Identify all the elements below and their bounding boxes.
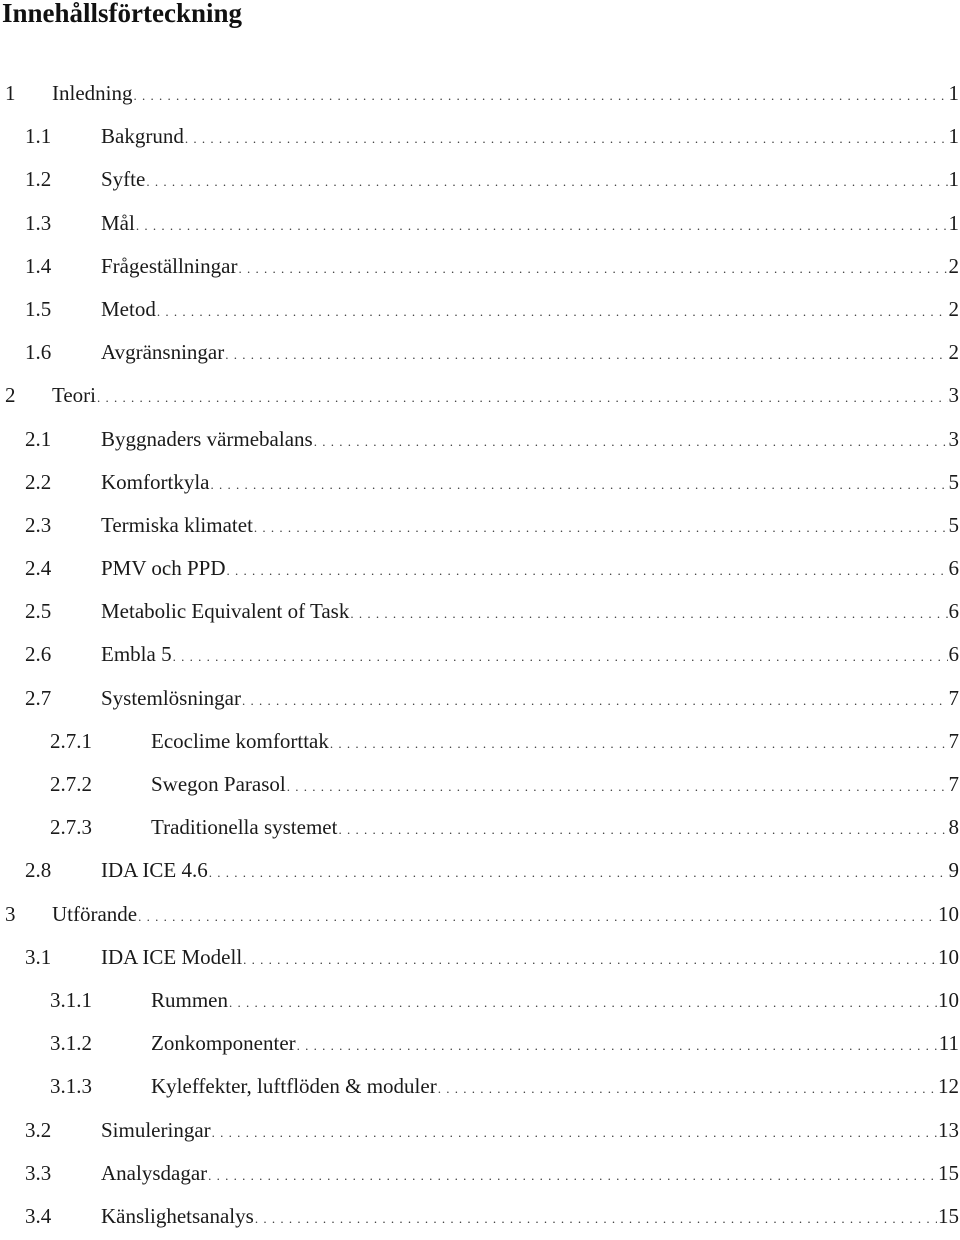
toc-entry-line	[52, 72, 960, 117]
toc-entry-line	[151, 1022, 960, 1067]
toc-entry-line	[101, 1195, 960, 1240]
toc-entry-title[interactable]: Zonkomponenter	[151, 1022, 296, 1065]
toc-entry-page-number[interactable]: 1	[949, 202, 960, 245]
toc-entry-title[interactable]: PMV och PPD	[101, 547, 225, 590]
toc-entry-line	[101, 331, 960, 376]
toc-entry[interactable]	[0, 720, 960, 763]
toc-entry[interactable]	[0, 202, 960, 245]
dot-leader	[185, 117, 948, 160]
dot-leader	[208, 1154, 937, 1197]
toc-entry-title[interactable]: Bakgrund	[101, 115, 184, 158]
toc-entry-page-number[interactable]: 1	[949, 72, 960, 115]
dot-leader	[330, 722, 948, 765]
toc-entry-title[interactable]: Simuleringar	[101, 1109, 211, 1152]
toc-entry-page-number[interactable]: 3	[949, 374, 960, 417]
toc-entry-number: 1.3	[25, 202, 51, 245]
toc-entry-line	[101, 849, 960, 894]
dot-leader	[138, 895, 937, 938]
dot-leader	[173, 635, 948, 678]
toc-entry-number: 1.4	[25, 245, 51, 288]
toc-entry[interactable]	[0, 1195, 960, 1238]
dot-leader	[225, 333, 947, 376]
toc-entry-line	[101, 245, 960, 290]
toc-entry-page-number[interactable]: 5	[949, 504, 960, 547]
toc-entry-line	[101, 633, 960, 678]
toc-entry-title[interactable]: Rummen	[151, 979, 228, 1022]
toc-entry-title[interactable]: Teori	[52, 374, 96, 417]
toc-entry-line	[151, 806, 960, 851]
toc-entry-line	[101, 288, 960, 333]
toc-entry-title[interactable]: IDA ICE 4.6	[101, 849, 208, 892]
toc-entry[interactable]	[0, 936, 960, 979]
toc-entry[interactable]	[0, 418, 960, 461]
toc-entry[interactable]	[0, 677, 960, 720]
toc-entry[interactable]	[0, 245, 960, 288]
toc-entry-number: 3.3	[25, 1152, 51, 1195]
toc-entry-title[interactable]: Utförande	[52, 893, 137, 936]
toc-entry-page-number[interactable]: 2	[949, 331, 960, 374]
toc-entry-number: 1.5	[25, 288, 51, 331]
toc-entry-number: 2.7.2	[50, 763, 92, 806]
toc-entry-page-number[interactable]: 11	[939, 1022, 960, 1065]
toc-entry-line	[101, 547, 960, 592]
toc-entry[interactable]	[0, 590, 960, 633]
dot-leader	[287, 765, 948, 808]
dot-leader	[314, 420, 948, 463]
toc-entry[interactable]	[0, 374, 960, 417]
dot-leader	[350, 592, 947, 635]
toc-entry-title[interactable]: Traditionella systemet	[151, 806, 337, 849]
toc-entry-line	[101, 115, 960, 160]
dot-leader	[146, 160, 947, 203]
toc-entry-page-number[interactable]: 9	[949, 849, 960, 892]
toc-entry[interactable]	[0, 158, 960, 201]
dot-leader	[242, 679, 948, 722]
toc-entry-page-number[interactable]: 10	[938, 893, 960, 936]
toc-entry-line	[101, 677, 960, 722]
toc-entry-number: 1.6	[25, 331, 51, 374]
toc-entry-line	[101, 936, 960, 981]
toc-entry-page-number[interactable]: 13	[938, 1109, 960, 1152]
toc-entry-page-number[interactable]: 6	[949, 633, 960, 676]
toc-heading: Innehållsförteckning	[2, 0, 242, 30]
toc-entry-number: 3.1.1	[50, 979, 92, 1022]
toc-entry-page-number[interactable]: 10	[938, 936, 960, 979]
toc-entry-number: 3.2	[25, 1109, 51, 1152]
toc-entry-line	[52, 893, 960, 938]
toc-entry[interactable]	[0, 763, 960, 806]
toc-entry-line	[151, 720, 960, 765]
toc-entry[interactable]	[0, 461, 960, 504]
toc-entry-number: 3.1	[25, 936, 51, 979]
toc-entry-number: 2.5	[25, 590, 51, 633]
toc-entry-number: 2.8	[25, 849, 51, 892]
toc-entry-line	[101, 1152, 960, 1197]
toc-entry-line	[151, 1065, 960, 1110]
dot-leader	[438, 1067, 937, 1110]
toc-entry[interactable]	[0, 806, 960, 849]
dot-leader	[157, 290, 948, 333]
toc-entry[interactable]	[0, 72, 960, 115]
toc-entry-title[interactable]: Inledning	[52, 72, 132, 115]
toc-entry-page-number[interactable]: 15	[938, 1195, 960, 1238]
dot-leader	[226, 549, 947, 592]
toc-entry-title[interactable]: Systemlösningar	[101, 677, 241, 720]
toc-entry-title[interactable]: IDA ICE Modell	[101, 936, 242, 979]
toc-entry-title[interactable]: Mål	[101, 202, 135, 245]
dot-leader	[238, 247, 947, 290]
toc-entry[interactable]	[0, 547, 960, 590]
toc-entry-page-number[interactable]: 6	[949, 547, 960, 590]
toc-entry-page-number[interactable]: 2	[949, 288, 960, 331]
toc-entry-line	[101, 590, 960, 635]
dot-leader	[97, 376, 947, 419]
toc-entry-page-number[interactable]: 7	[949, 720, 960, 763]
toc-entry-title[interactable]: Syfte	[101, 158, 145, 201]
toc-entry-number: 3.1.2	[50, 1022, 92, 1065]
toc-entry-number: 3.4	[25, 1195, 51, 1238]
toc-entry-line	[151, 763, 960, 808]
toc-entry-title[interactable]: Termiska klimatet	[101, 504, 253, 547]
toc-entry[interactable]	[0, 288, 960, 331]
toc-entry-title[interactable]: Känslighetsanalys	[101, 1195, 254, 1238]
toc-entry-number: 2.1	[25, 418, 51, 461]
toc-entry-number: 2.6	[25, 633, 51, 676]
dot-leader	[136, 204, 948, 247]
toc-entry[interactable]	[0, 893, 960, 936]
dot-leader	[212, 1111, 937, 1154]
toc-entry-number: 2.7.1	[50, 720, 92, 763]
toc-entry-page-number[interactable]: 1	[949, 158, 960, 201]
toc-entry-number: 1.1	[25, 115, 51, 158]
toc-entry-page-number[interactable]: 5	[949, 461, 960, 504]
toc-entry-title[interactable]: Komfortkyla	[101, 461, 209, 504]
toc-entry[interactable]	[0, 115, 960, 158]
dot-leader	[243, 938, 937, 981]
toc-entry-page-number[interactable]: 15	[938, 1152, 960, 1195]
toc-entry[interactable]	[0, 1109, 960, 1152]
toc-entry-page-number[interactable]: 1	[949, 115, 960, 158]
toc-entry-title[interactable]: Kyleffekter, luftflöden & moduler	[151, 1065, 437, 1108]
toc-entry-page-number[interactable]: 8	[949, 806, 960, 849]
toc-entry[interactable]	[0, 1065, 960, 1108]
toc-entry[interactable]	[0, 979, 960, 1022]
toc-entry-number: 2.3	[25, 504, 51, 547]
toc-entry-line	[101, 158, 960, 203]
toc-entry-page-number[interactable]: 7	[949, 763, 960, 806]
toc-entry-number: 2	[5, 374, 16, 417]
dot-leader	[133, 74, 947, 117]
toc-entry-title[interactable]: Avgränsningar	[101, 331, 224, 374]
table-of-contents	[0, 72, 960, 1238]
toc-entry-number: 2.7.3	[50, 806, 92, 849]
toc-entry-page-number[interactable]: 12	[938, 1065, 960, 1108]
toc-entry-line	[101, 504, 960, 549]
toc-entry-number: 2.2	[25, 461, 51, 504]
toc-entry-title[interactable]: Analysdagar	[101, 1152, 207, 1195]
toc-entry-number: 3.1.3	[50, 1065, 92, 1108]
toc-entry-page-number[interactable]: 6	[949, 590, 960, 633]
toc-entry-line	[101, 202, 960, 247]
toc-entry-number: 1.2	[25, 158, 51, 201]
toc-entry[interactable]	[0, 1022, 960, 1065]
toc-entry-page-number[interactable]: 2	[949, 245, 960, 288]
toc-entry[interactable]	[0, 1152, 960, 1195]
toc-entry-number: 2.4	[25, 547, 51, 590]
toc-entry-title[interactable]: Frågeställningar	[101, 245, 237, 288]
dot-leader	[210, 463, 947, 506]
dot-leader	[209, 851, 948, 894]
toc-entry-title[interactable]: Metod	[101, 288, 156, 331]
toc-entry-title[interactable]: Byggnaders värmebalans	[101, 418, 313, 461]
toc-entry[interactable]	[0, 331, 960, 374]
dot-leader	[229, 981, 937, 1024]
toc-entry[interactable]	[0, 849, 960, 892]
dot-leader	[338, 808, 947, 851]
toc-entry-line	[101, 461, 960, 506]
toc-entry-number: 1	[5, 72, 16, 115]
dot-leader	[254, 506, 948, 549]
dot-leader	[255, 1197, 937, 1240]
toc-entry-page-number[interactable]: 3	[949, 418, 960, 461]
toc-entry-page-number[interactable]: 7	[949, 677, 960, 720]
toc-entry-number: 2.7	[25, 677, 51, 720]
toc-entry[interactable]	[0, 633, 960, 676]
toc-entry-line	[101, 418, 960, 463]
toc-entry-line	[101, 1109, 960, 1154]
dot-leader	[297, 1024, 938, 1067]
toc-entry-title[interactable]: Swegon Parasol	[151, 763, 286, 806]
toc-entry-page-number[interactable]: 10	[938, 979, 960, 1022]
toc-entry-line	[52, 374, 960, 419]
toc-entry-number: 3	[5, 893, 16, 936]
toc-entry-title[interactable]: Metabolic Equivalent of Task	[101, 590, 349, 633]
toc-entry[interactable]	[0, 504, 960, 547]
toc-entry-title[interactable]: Embla 5	[101, 633, 172, 676]
toc-entry-line	[151, 979, 960, 1024]
toc-entry-title[interactable]: Ecoclime komforttak	[151, 720, 329, 763]
